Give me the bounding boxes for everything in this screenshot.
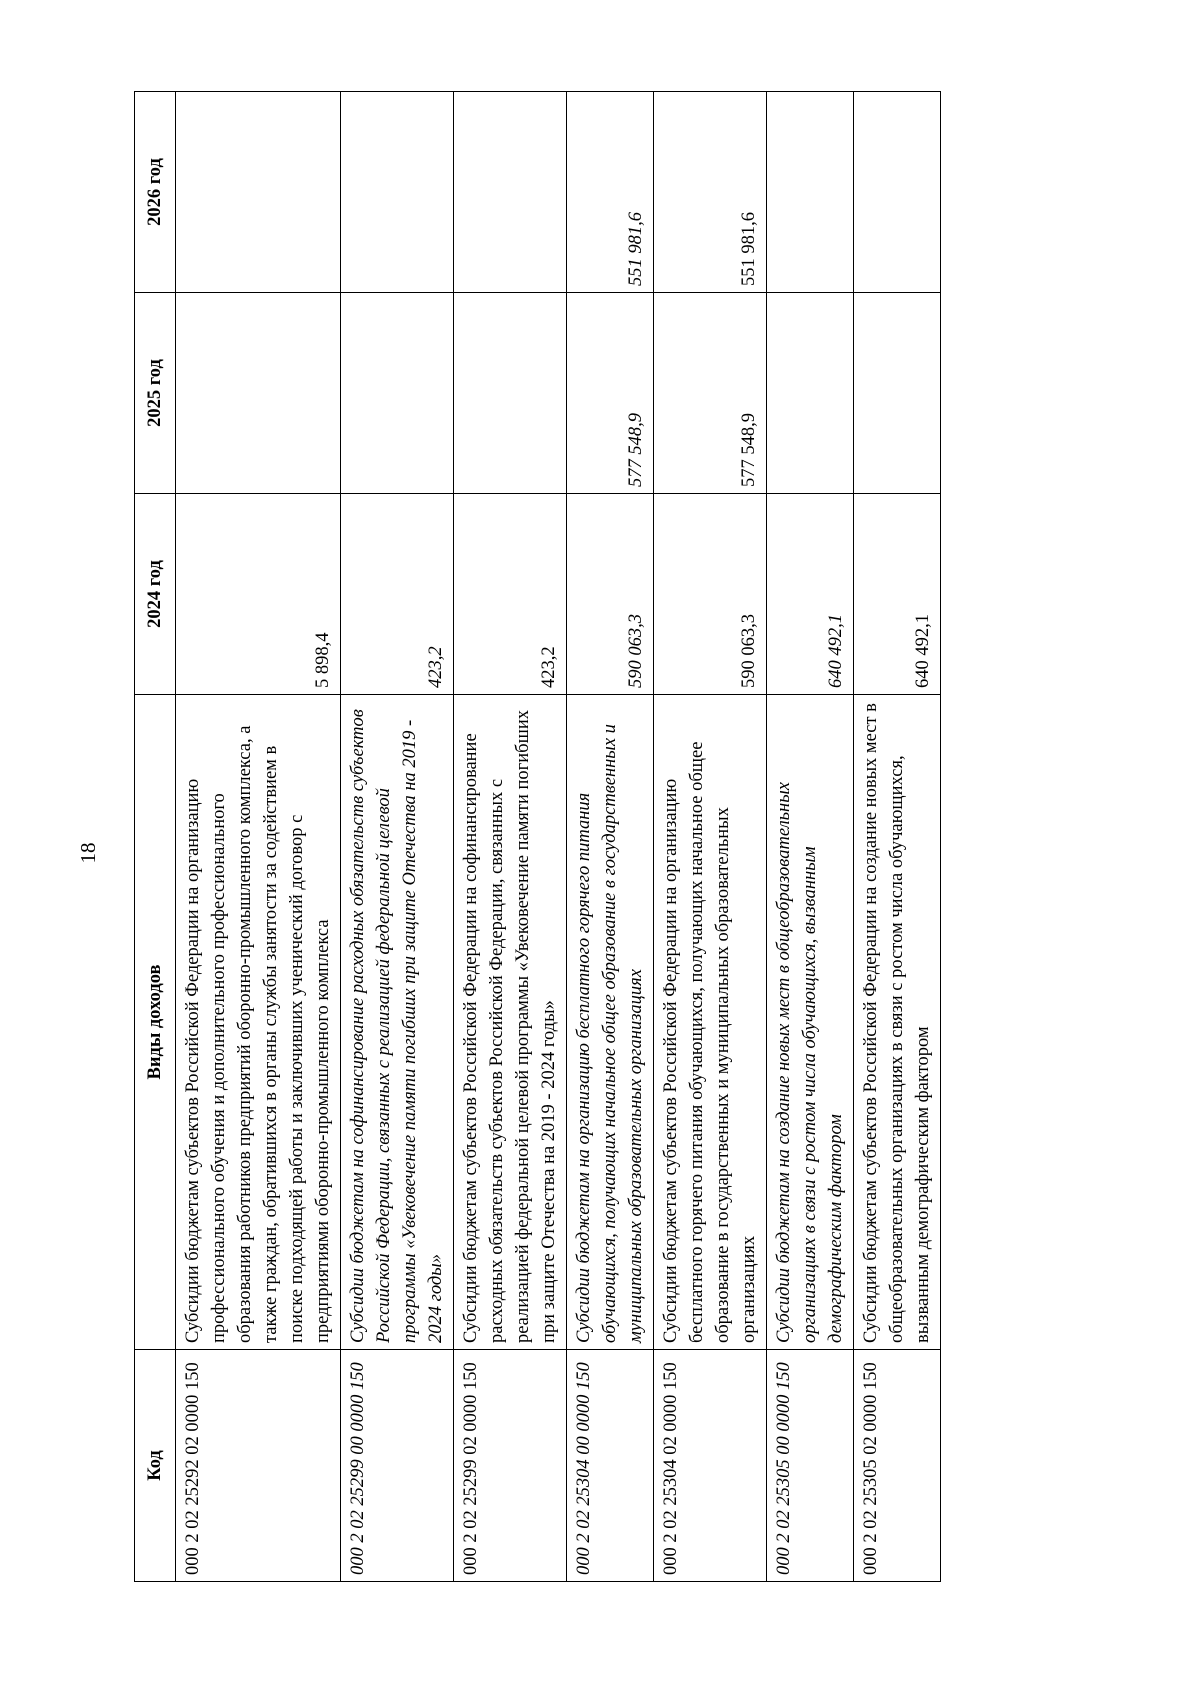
row-code: 000 2 02 25299 00 0000 150 (341, 1350, 454, 1582)
table-row (654, 92, 767, 1582)
row-2026 (454, 92, 567, 293)
table-row (567, 92, 654, 1582)
row-2024: 590 063,3 (654, 494, 767, 695)
row-code: 000 2 02 25304 00 0000 150 (567, 1350, 654, 1582)
row-2025 (341, 293, 454, 494)
row-2026: 551 981,6 (567, 92, 654, 293)
page-number: 18 (76, 842, 100, 864)
row-2025: 577 548,9 (567, 293, 654, 494)
header-2026: 2026 год (135, 92, 176, 293)
revenue-table-frame (134, 92, 1052, 1582)
table-row (454, 92, 567, 1582)
row-name: Субсидии бюджетам субъектов Российской Федерации на организацию бесплатного горячего питания обучающихся, получающих начальное общее образование в государственных и муниципальных образовательных организациях (654, 695, 767, 1350)
row-code: 000 2 02 25299 02 0000 150 (454, 1350, 567, 1582)
table-header-row (135, 92, 176, 1582)
row-2026 (767, 92, 854, 293)
table-row (341, 92, 454, 1582)
table-row (854, 92, 941, 1582)
revenue-table (134, 91, 941, 1582)
header-2025: 2025 год (135, 293, 176, 494)
row-2024: 640 492,1 (854, 494, 941, 695)
header-2024: 2024 год (135, 494, 176, 695)
row-name: Субсидии бюджетам на организацию бесплатного горячего питания обучающихся, получающих начальное общее образование в государственных и муниципальных образовательных организациях (567, 695, 654, 1350)
row-2025 (767, 293, 854, 494)
row-2026 (341, 92, 454, 293)
row-2024: 590 063,3 (567, 494, 654, 695)
row-name: Субсидии бюджетам на создание новых мест в общеобразовательных организациях в связи с ростом числа обучающихся, вызванным демографическим фактором (767, 695, 854, 1350)
row-2026: 551 981,6 (654, 92, 767, 293)
header-code: Код (135, 1350, 176, 1582)
row-2024: 640 492,1 (767, 494, 854, 695)
row-2024: 423,2 (341, 494, 454, 695)
row-2025 (176, 293, 341, 494)
row-name: Субсидии бюджетам на софинансирование расходных обязательств субъектов Российской Федерации, связанных с реализацией федеральной целевой программы «Увековечение памяти погибших при защите Отечества на 2019 - 2024 годы» (341, 695, 454, 1350)
table-row (767, 92, 854, 1582)
row-2024: 5 898,4 (176, 494, 341, 695)
row-code: 000 2 02 25292 02 0000 150 (176, 1350, 341, 1582)
row-name: Субсидии бюджетам субъектов Российской Федерации на софинансирование расходных обязательств субъектов Российской Федерации, связанных с реализацией федеральной целевой программы «Увековечение памяти погибших при защите Отечества на 2019 - 2024 годы» (454, 695, 567, 1350)
row-2025 (454, 293, 567, 494)
row-code: 000 2 02 25305 02 0000 150 (854, 1350, 941, 1582)
row-2026 (176, 92, 341, 293)
header-name: Виды доходов (135, 695, 176, 1350)
row-name: Субсидии бюджетам субъектов Российской Федерации на создание новых мест в общеобразовательных организациях в связи с ростом числа обучающихся, вызванным демографическим фактором (854, 695, 941, 1350)
row-name: Субсидии бюджетам субъектов Российской Федерации на организацию профессионального обучения и дополнительного профессионального образования работников предприятий оборонно-промышленного комплекса, а также граждан, обратившихся в органы службы занятости за содействием в поиске подходящей работы и заключивших ученический договор с предприятиями оборонно-промышленного комплекса (176, 695, 341, 1350)
row-2025 (854, 293, 941, 494)
rotated-table-container (134, 92, 1052, 1582)
row-2024: 423,2 (454, 494, 567, 695)
row-code: 000 2 02 25304 02 0000 150 (654, 1350, 767, 1582)
row-2025: 577 548,9 (654, 293, 767, 494)
row-2026 (854, 92, 941, 293)
table-row (176, 92, 341, 1582)
row-code: 000 2 02 25305 00 0000 150 (767, 1350, 854, 1582)
